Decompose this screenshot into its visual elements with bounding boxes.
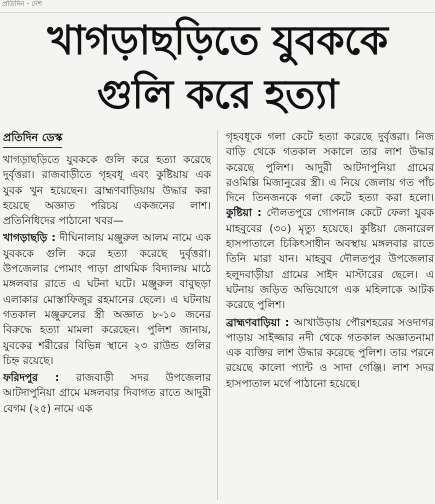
section-brahmanbaria-body: আখাউড়ায় পৌরশহরের সওদাগর পাড়ায় সাইজ্জার নদী থেকে গতকাল অজ্ঞাতনামা এক ব্যক্তির লাশ উদ্ধার করেছে পুলিশ। তার পরনে রয়েছে কালো প্যান্ট ও সাদা গেঞ্জি। লাশ সদর হাসপাতাল মর্গে পাঠানো হয়েছে। bbox=[226, 316, 434, 390]
section-faridpur bbox=[3, 371, 211, 417]
continued-text-body: গৃহবধূকে গলা কেটে হত্যা করেছে দুর্বৃত্তরা। নিজ বাড়ি থেকে গতকাল সকালে তার লাশ উদ্ধার করেছে পুলিশ। আদুরী আটদাপুনিয়া গ্রামের রওমিল্লি মিজানুরের স্ত্রী। এ নিয়ে জেলায় গত পাঁচ দিনে তিনজনকে গলা কেটে হত্যা করা হলো। bbox=[226, 131, 434, 205]
section-khagrachari bbox=[3, 231, 211, 369]
section-brahmanbaria bbox=[226, 316, 434, 392]
section-khagrachari-lead: খাগড়াছড়ি : bbox=[3, 232, 56, 245]
page-header-strip: প্রতিদিন - দেশ bbox=[0, 0, 435, 13]
continued-text bbox=[226, 130, 434, 314]
headline-line-1: খাগড়াছড়িতে যুবককে bbox=[47, 18, 388, 64]
section-kushtia-body: দৌলতপুরে গোপনাঙ্গ কেটে ফেলা যুবক মাহবুবের (৩০) মৃত্যু হয়েছে। কুষ্টিয়া জেনারেল হাসপাতালে চিকিৎসাধীন অবস্থায় মঙ্গলবার রাতে তিনি মারা যান। মাহবুব দৌলতপুর উপজেলার হলুদবাড়ীয়া গ্রামের সাইদ মাস্টারের ছেলে। এ ঘটনায় জড়িত অভিযোগে এক মহিলাকে আটক করেছে পুলিশ। bbox=[226, 207, 434, 312]
section-faridpur-body: রাজবাড়ী সদর উপজেলার আটদাপুনিয়া গ্রামে মঙ্গলবার দিবাগত রাতে আদুরী বেগম (২৫) নামে এক bbox=[3, 372, 211, 415]
column-divider bbox=[217, 130, 218, 500]
headline-line-2: গুলি করে হত্যা bbox=[97, 72, 338, 118]
byline: প্রতিদিন ডেস্ক bbox=[3, 130, 62, 148]
article-column-right bbox=[226, 130, 434, 500]
section-faridpur-lead: ফরিদপুর : bbox=[3, 372, 60, 385]
section-khagrachari-body: দীঘিনালায় মঞ্জুরুল আলম নামে এক যুবককে গুলি করে হত্যা করেছে দুর্বৃত্তরা। উপজেলার পোমাং পাড়া প্রাথমিক বিদ্যালয় মাঠে মঙ্গলবার রাতে এ ঘটনা ঘটে। মঞ্জুরুল বাবুছড়া এলাকার মোস্তাফিজুর রহমানের ছেলে। এ ঘটনায় গতকাল মঞ্জুরুলের স্ত্রী অজ্ঞাত ৮-১০ জনের বিরুদ্ধে হত্যা মামলা করেছেন। পুলিশ জানায়, যুবকের শরীরের বিভিন্ন স্থানে ২৩ রাউন্ড গুলির চিহ্ন রয়েছে। bbox=[3, 232, 211, 367]
article-column-left bbox=[3, 130, 211, 500]
article-headline bbox=[0, 14, 435, 122]
section-brahmanbaria-lead: ব্রাহ্মণবাড়িয়া : bbox=[226, 316, 290, 329]
article-intro: খাগড়াছড়িতে যুবককে গুলি করে হত্যা করেছে দুর্বৃত্তরা। রাজবাড়ীতে গৃহবধূ এবং কুষ্টিয়ায় এক যুবক খুন হয়েছেন। ব্রাহ্মণবাড়িয়ায় উদ্ধার করা হয়েছে অজ্ঞাত পরিচয় একজনের লাশ। প্রতিনিধিদের পাঠানো খবর— bbox=[3, 154, 211, 228]
section-kushtia-lead: কুষ্টিয়া : bbox=[226, 207, 262, 220]
